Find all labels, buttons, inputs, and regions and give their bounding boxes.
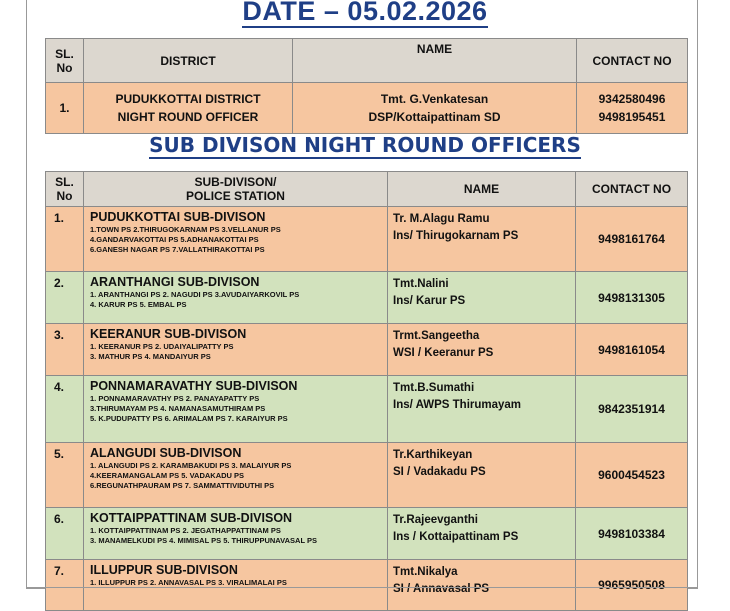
officer-cell xyxy=(388,207,576,272)
header-contact: CONTACT NO xyxy=(577,39,688,83)
officer-name: Tmt.Nalini xyxy=(393,278,449,290)
police-stations-line: 6.GANESH NAGAR PS 7.VALLATHIRAKOTTAI PS xyxy=(90,245,265,254)
officer-designation: Ins/ AWPS Thirumayam xyxy=(393,399,522,411)
district-table-header xyxy=(46,39,688,83)
row-sl: 6. xyxy=(46,508,84,560)
officer-name: Tmt.B.Sumathi xyxy=(393,382,475,394)
police-stations-line: 1. ARANTHANGI PS 2. NAGUDI PS 3.AVUDAIYARKOVIL PS xyxy=(90,290,300,299)
officer-cell xyxy=(388,508,576,560)
subdivision-name: KEERANUR SUB-DIVISON xyxy=(90,327,247,341)
officer-designation: WSI / Keeranur PS xyxy=(393,347,494,359)
officer-designation: SI / Vadakadu PS xyxy=(393,466,486,478)
district-contact-2: 9498195451 xyxy=(598,110,666,124)
subdivision-cell xyxy=(84,443,388,508)
subdivision-table-header xyxy=(46,172,688,207)
subdivision-cell xyxy=(84,508,388,560)
district-row-sl: 1. xyxy=(46,83,84,134)
header-contact: CONTACT NO xyxy=(576,172,688,207)
district-cell xyxy=(84,83,293,134)
header-subdivision xyxy=(84,172,388,207)
police-stations-line: 3. MANAMELKUDI PS 4. MIMISAL PS 5. THIRUPPUNAVASAL PS xyxy=(90,536,317,545)
date-title: DATE – 05.02.2026 xyxy=(0,0,730,27)
contact-number: 9498131305 xyxy=(576,272,688,324)
police-stations-line: 1. PONNAMARAVATHY PS 2. PANAYAPATTY PS xyxy=(90,394,260,403)
subdivision-name: ALANGUDI SUB-DIVISON xyxy=(90,446,242,460)
header-name: NAME xyxy=(388,172,576,207)
row-sl: 1. xyxy=(46,207,84,272)
contact-number: 9498103384 xyxy=(576,508,688,560)
subdivision-cell xyxy=(84,560,388,611)
officer-cell xyxy=(388,443,576,508)
officer-designation: SI / Annavasal PS xyxy=(393,583,490,595)
subdivision-row xyxy=(46,324,688,376)
header-name: NAME xyxy=(293,39,577,83)
subdivision-row xyxy=(46,272,688,324)
district-contact-cell xyxy=(577,83,688,134)
contact-number: 9498161764 xyxy=(576,207,688,272)
contact-number: 9600454523 xyxy=(576,443,688,508)
police-stations-line: 1.TOWN PS 2.THIRUGOKARNAM PS 3.VELLANUR PS xyxy=(90,225,281,234)
header-subdivision-line2: POLICE STATION xyxy=(186,189,285,203)
row-sl: 5. xyxy=(46,443,84,508)
police-stations-line: 1. ILLUPPUR PS 2. ANNAVASAL PS 3. VIRALIMALAI PS xyxy=(90,578,287,587)
contact-number: 9498161054 xyxy=(576,324,688,376)
district-name-cell xyxy=(293,83,577,134)
officer-cell xyxy=(388,272,576,324)
subdivision-name: PUDUKKOTTAI SUB-DIVISON xyxy=(90,210,266,224)
police-stations-line: 1. KOTTAIPPATTINAM PS 2. JEGATHAPPATTINAM PS xyxy=(90,526,281,535)
officer-name: Tr. M.Alagu Ramu xyxy=(393,213,490,225)
officer-designation: Ins/ Thirugokarnam PS xyxy=(393,230,519,242)
district-line1: PUDUKKOTTAI DISTRICT xyxy=(115,92,261,106)
subdivision-cell xyxy=(84,272,388,324)
district-officer-designation: DSP/Kottaipattinam SD xyxy=(368,110,501,124)
bottom-rule xyxy=(26,587,697,588)
officer-name: Trmt.Sangeetha xyxy=(393,330,480,342)
subdivision-name: PONNAMARAVATHY SUB-DIVISON xyxy=(90,379,298,393)
officer-designation: Ins/ Karur PS xyxy=(393,295,466,307)
header-sl: SL. No xyxy=(46,39,84,83)
police-stations-line: 6.REGUNATHPAURAM PS 7. SAMMATTIVIDUTHI PS xyxy=(90,481,275,490)
subdivision-officer-table xyxy=(45,171,688,611)
subdivision-cell xyxy=(84,324,388,376)
subdivision-cell xyxy=(84,376,388,443)
officer-cell xyxy=(388,324,576,376)
subdivision-row xyxy=(46,376,688,443)
subdivision-row xyxy=(46,560,688,611)
row-sl: 2. xyxy=(46,272,84,324)
officer-cell xyxy=(388,376,576,443)
district-officer-table xyxy=(45,38,688,134)
police-stations-line: 1. KEERANUR PS 2. UDAIYALIPATTY PS xyxy=(90,342,234,351)
subdivision-row xyxy=(46,508,688,560)
officer-name: Tr.Rajeevganthi xyxy=(393,514,479,526)
row-sl: 3. xyxy=(46,324,84,376)
police-stations-line: 3.THIRUMAYAM PS 4. NAMANASAMUTHIRAM PS xyxy=(90,404,266,413)
row-sl: 7. xyxy=(46,560,84,611)
officer-name: Tr.Karthikeyan xyxy=(393,449,473,461)
officer-cell xyxy=(388,560,576,611)
subdivision-name: ARANTHANGI SUB-DIVISON xyxy=(90,275,260,289)
subdivision-cell xyxy=(84,207,388,272)
officer-name: Tmt.Nikalya xyxy=(393,566,458,578)
police-stations-line: 1. ALANGUDI PS 2. KARAMBAKUDI PS 3. MALAIYUR PS xyxy=(90,461,292,470)
subdivision-row xyxy=(46,443,688,508)
district-row xyxy=(46,83,688,134)
header-subdivision-line1: SUB-DIVISON/ xyxy=(194,175,277,189)
officer-designation: Ins / Kottaipattinam PS xyxy=(393,531,519,543)
section-title: SUB DIVISON NIGHT ROUND OFFICERS xyxy=(149,133,581,157)
row-sl: 4. xyxy=(46,376,84,443)
contact-number: 9842351914 xyxy=(576,376,688,443)
subdivision-name: ILLUPPUR SUB-DIVISON xyxy=(90,563,238,577)
district-contact-1: 9342580496 xyxy=(598,92,666,106)
header-sl: SL. No xyxy=(46,172,84,207)
police-stations-line: 3. MATHUR PS 4. MANDAIYUR PS xyxy=(90,352,211,361)
police-stations-line: 5. K.PUDUPATTY PS 6. ARIMALAM PS 7. KARAIYUR PS xyxy=(90,414,288,423)
header-district: DISTRICT xyxy=(84,39,293,83)
subdivision-name: KOTTAIPPATTINAM SUB-DIVISON xyxy=(90,511,293,525)
police-stations-line: 4.KEERAMANGALAM PS 5. VADAKADU PS xyxy=(90,471,245,480)
district-line2: NIGHT ROUND OFFICER xyxy=(117,110,259,124)
police-stations-line: 4. KARUR PS 5. EMBAL PS xyxy=(90,300,187,309)
contact-number: 9965950508 xyxy=(576,560,688,611)
subdivision-row xyxy=(46,207,688,272)
police-stations-line: 4.GANDARVAKOTTAI PS 5.ADHANAKOTTAI PS xyxy=(90,235,259,244)
district-officer-name: Tmt. G.Venkatesan xyxy=(380,92,489,106)
